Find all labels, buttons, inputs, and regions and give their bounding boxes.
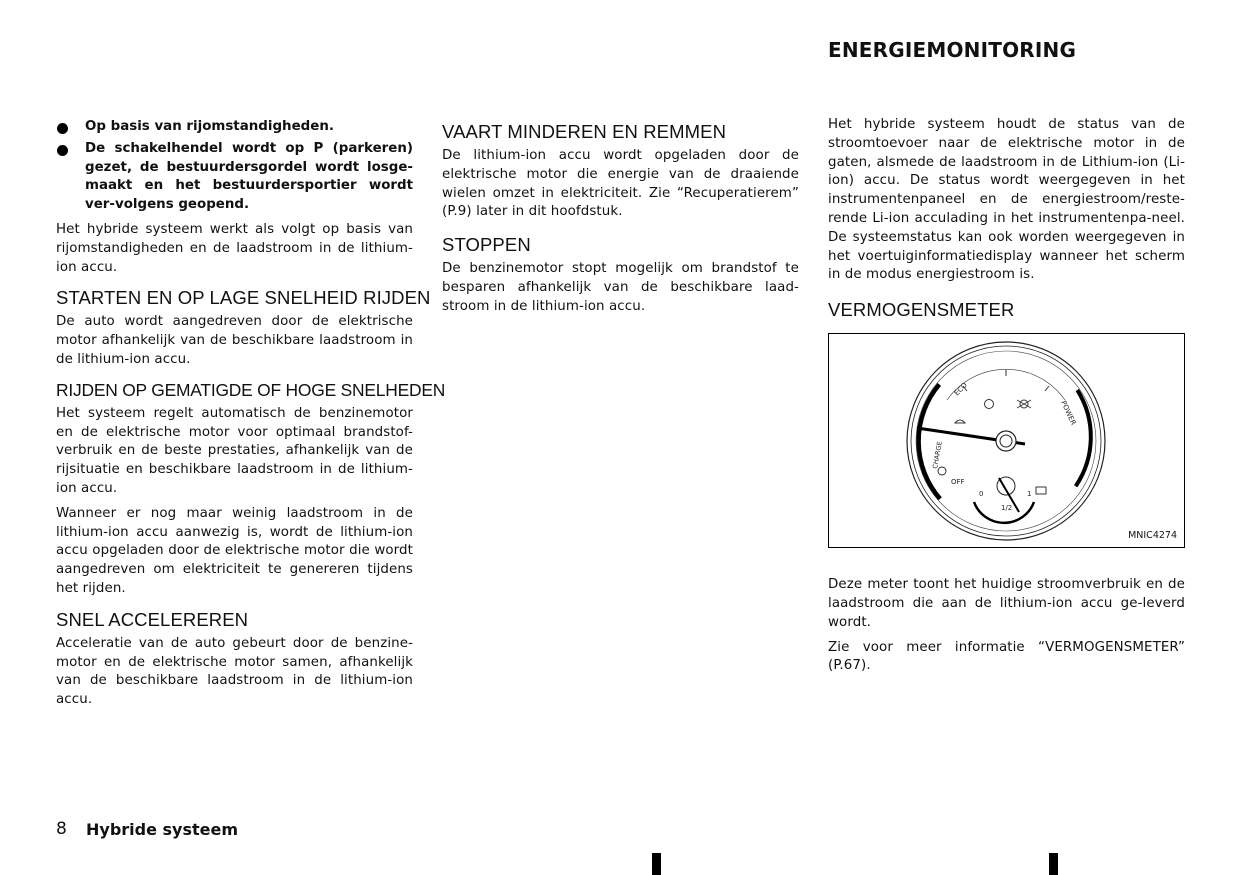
intro-paragraph: Het hybride systeem houdt de status van de stroomtoevoer naar de elektrische motor in de gaten, alsmede de laadstroom in de Lithium-ion (Li-ion) accu. De status wordt weergegeven in het instrumentenpaneel en de energiestroom/reste-rende Li-ion acculading in het instrumentenpa-neel. De systeemstatus kan ook worden weergegeven in het voertuiginformatiedisplay wanneer het scherm in de modus energiestroom is. <box>828 117 1185 283</box>
chapter-title: Hybride systeem <box>86 820 239 839</box>
section-paragraph: Het systeem regelt automatisch de benzinemotor en de elektrische motor voor optimaal brandstof-verbruik en de beste prestaties, afhankelijk van de rijsituatie en beschikbare laadstroom in de lithium-ion accu. <box>56 405 413 496</box>
section-paragraph: De auto wordt aangedreven door de elektrische motor afhankelijk van de beschikbare laadstroom in de lithium-ion accu. <box>56 314 413 367</box>
section-heading-rijden: RIJDEN OP GEMATIGDE OF HOGE SNELHEDEN <box>56 379 446 400</box>
section-paragraph: De lithium-ion accu wordt opgeladen door de elektrische motor die energie van de draaiende wielen omzet in elektriciteit. Zie “Recuperatierem” (P.9) later in dit hoofdstuk. <box>442 148 799 220</box>
bullet-list <box>56 118 413 215</box>
gauge-label-eco: ECO <box>952 381 969 398</box>
section-heading-vermogensmeter: VERMOGENSMETER <box>828 299 1015 321</box>
section-heading-stoppen: STOPPEN <box>442 234 531 256</box>
column-middle <box>442 121 799 323</box>
section-paragraph: De benzinemotor stopt mogelijk om brandstof te besparen afhankelijk van de beschikbare laad-stroom in de lithium-ion accu. <box>442 261 799 314</box>
page-number: 8 <box>56 819 67 839</box>
sub-dial-max: 1 <box>1027 490 1032 499</box>
gauge-label-off: OFF <box>951 478 965 487</box>
power-meter-gauge-icon <box>829 334 1184 547</box>
section-heading-accelereren: SNEL ACCELEREREN <box>56 608 249 630</box>
section-heading-vaart-minderen: VAART MINDEREN EN REMMEN <box>442 121 727 142</box>
figure-code: MNIC4274 <box>1128 530 1177 542</box>
sub-dial-half: 1/2 <box>1001 504 1013 513</box>
bullet-dot-icon <box>57 123 68 134</box>
column-right <box>828 116 1185 682</box>
reference-paragraph: Zie voor meer informatie “VERMOGENSMETER” (P.67). <box>828 639 1185 674</box>
gauge-label-charge: CHARGE <box>931 441 944 470</box>
power-meter-figure <box>828 333 1185 548</box>
intro-paragraph: Het hybride systeem werkt als volgt op basis van rijomstandigheden en de laadstroom in de lithium-ion accu. <box>56 221 413 275</box>
column-left <box>56 118 446 716</box>
bullet-dot-icon <box>57 145 68 156</box>
crop-mark <box>1049 853 1058 875</box>
section-paragraph: Wanneer er nog maar weinig laadstroom in de lithium-ion accu aanwezig is, wordt de lithium-ion accu opgeladen door de elektrische motor die wordt aangedreven om elektriciteit te genereren tijdens het rijden. <box>56 505 413 596</box>
gauge-label-power: POWER <box>1059 399 1078 427</box>
sub-dial-min: 0 <box>979 490 984 499</box>
bullet-item: De schakelhendel wordt op P (parkeren) gezet, de bestuurdersgordel wordt losge-maakt en het bestuurdersportier wordt ver-volgens geopend. <box>56 140 413 215</box>
page-title: ENERGIEMONITORING <box>828 38 1077 62</box>
section-heading-starten: STARTEN EN OP LAGE SNELHEID RIJDEN <box>56 287 431 309</box>
section-paragraph: Acceleratie van de auto gebeurt door de benzine-motor en de elektrische motor samen, afhankelijk van de beschikbare laadstroom in de lithium-ion accu. <box>56 635 413 708</box>
figure-description: Deze meter toont het huidige stroomverbruik en de laadstroom die aan de lithium-ion accu ge-leverd wordt. <box>828 577 1185 630</box>
bullet-item: Op basis van rijomstandigheden. <box>56 118 413 137</box>
crop-mark <box>652 853 661 875</box>
